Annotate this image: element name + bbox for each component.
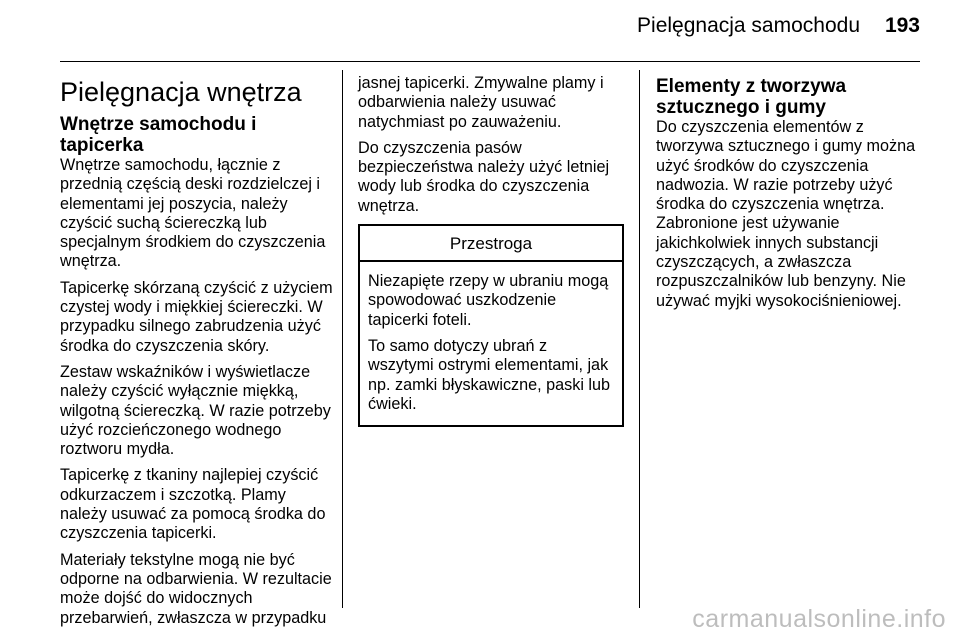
column-1 (60, 68, 335, 635)
header-rule (60, 61, 920, 62)
paragraph: Zestaw wskaźników i wyświetlacze należy czyścić wyłącznie miękką, wilgotną ściereczką. W razie potrzeby użyć rozcieńczonego wodnego roztworu mydła. (60, 362, 331, 459)
warning-box (358, 224, 624, 427)
warning-body (360, 262, 622, 425)
column-divider-left (342, 70, 343, 608)
paragraph: Tapicerkę skórzaną czyścić z użyciem czystej wody i miękkiej ściereczki. W przypadku silnego zabrudzenia użyć środka do czyszczenia skóry. (60, 278, 333, 355)
warning-paragraph: Niezapięte rzepy w ubraniu mogą spowodować uszkodzenie tapicerki foteli. (368, 272, 609, 329)
column-3 (656, 70, 924, 318)
subheading-interior: Wnętrze samochodu i tapicerka (60, 114, 257, 156)
paragraph: Tapicerkę z tkaniny najlepiej czyścić odkurzaczem i szczotką. Plamy należy usuwać za pomocą środka do czyszczenia tapicerki. (60, 466, 326, 543)
page-number: 193 (884, 14, 920, 37)
column-divider-right (639, 70, 640, 608)
subheading-plastics: Elementy z tworzywa sztucznego i gumy (656, 76, 847, 118)
column-2 (358, 74, 623, 427)
warning-paragraph: To samo dotyczy ubrań z wszytymi ostrymi elementami, jak np. zamki błyskawiczne, paski lub ćwieki. (368, 336, 611, 413)
paragraph: Do czyszczenia elementów z tworzywa sztucznego i gumy można użyć środków do czyszczenia nadwozia. W razie potrzeby użyć środka do czyszczenia wnętrza. Zabronione jest używanie jakichkolwiek innych substancji czyszczących, a zwłaszcza rozpuszczalników lub benzyny. Nie używać myjki wysokociśnieniowej. (656, 118, 916, 310)
paragraph: Do czyszczenia pasów bezpieczeństwa należy użyć letniej wody lub środka do czyszczenia wnętrza. (358, 138, 610, 215)
section-heading: Pielęgnacja wnętrza (60, 77, 302, 107)
paragraph: jasnej tapicerki. Zmywalne plamy i odbarwienia należy usuwać natychmiast po zauważeniu. (358, 74, 604, 131)
running-header-title: Pielęgnacja samochodu (637, 14, 860, 37)
paragraph: Wnętrze samochodu, łącznie z przednią częścią deski rozdzielczej i elementami jej poszycia, należy czyścić suchą ściereczką lub specjalnym środkiem do czyszczenia wnętrza. (60, 156, 326, 271)
warning-title: Przestroga (360, 226, 622, 262)
watermark: carmanualsonline.info (692, 605, 946, 633)
paragraph: Materiały tekstylne mogą nie być odporne na odbarwienia. W rezultacie może dojść do widocznych przebarwień, zwłaszcza w przypadku (60, 550, 332, 627)
